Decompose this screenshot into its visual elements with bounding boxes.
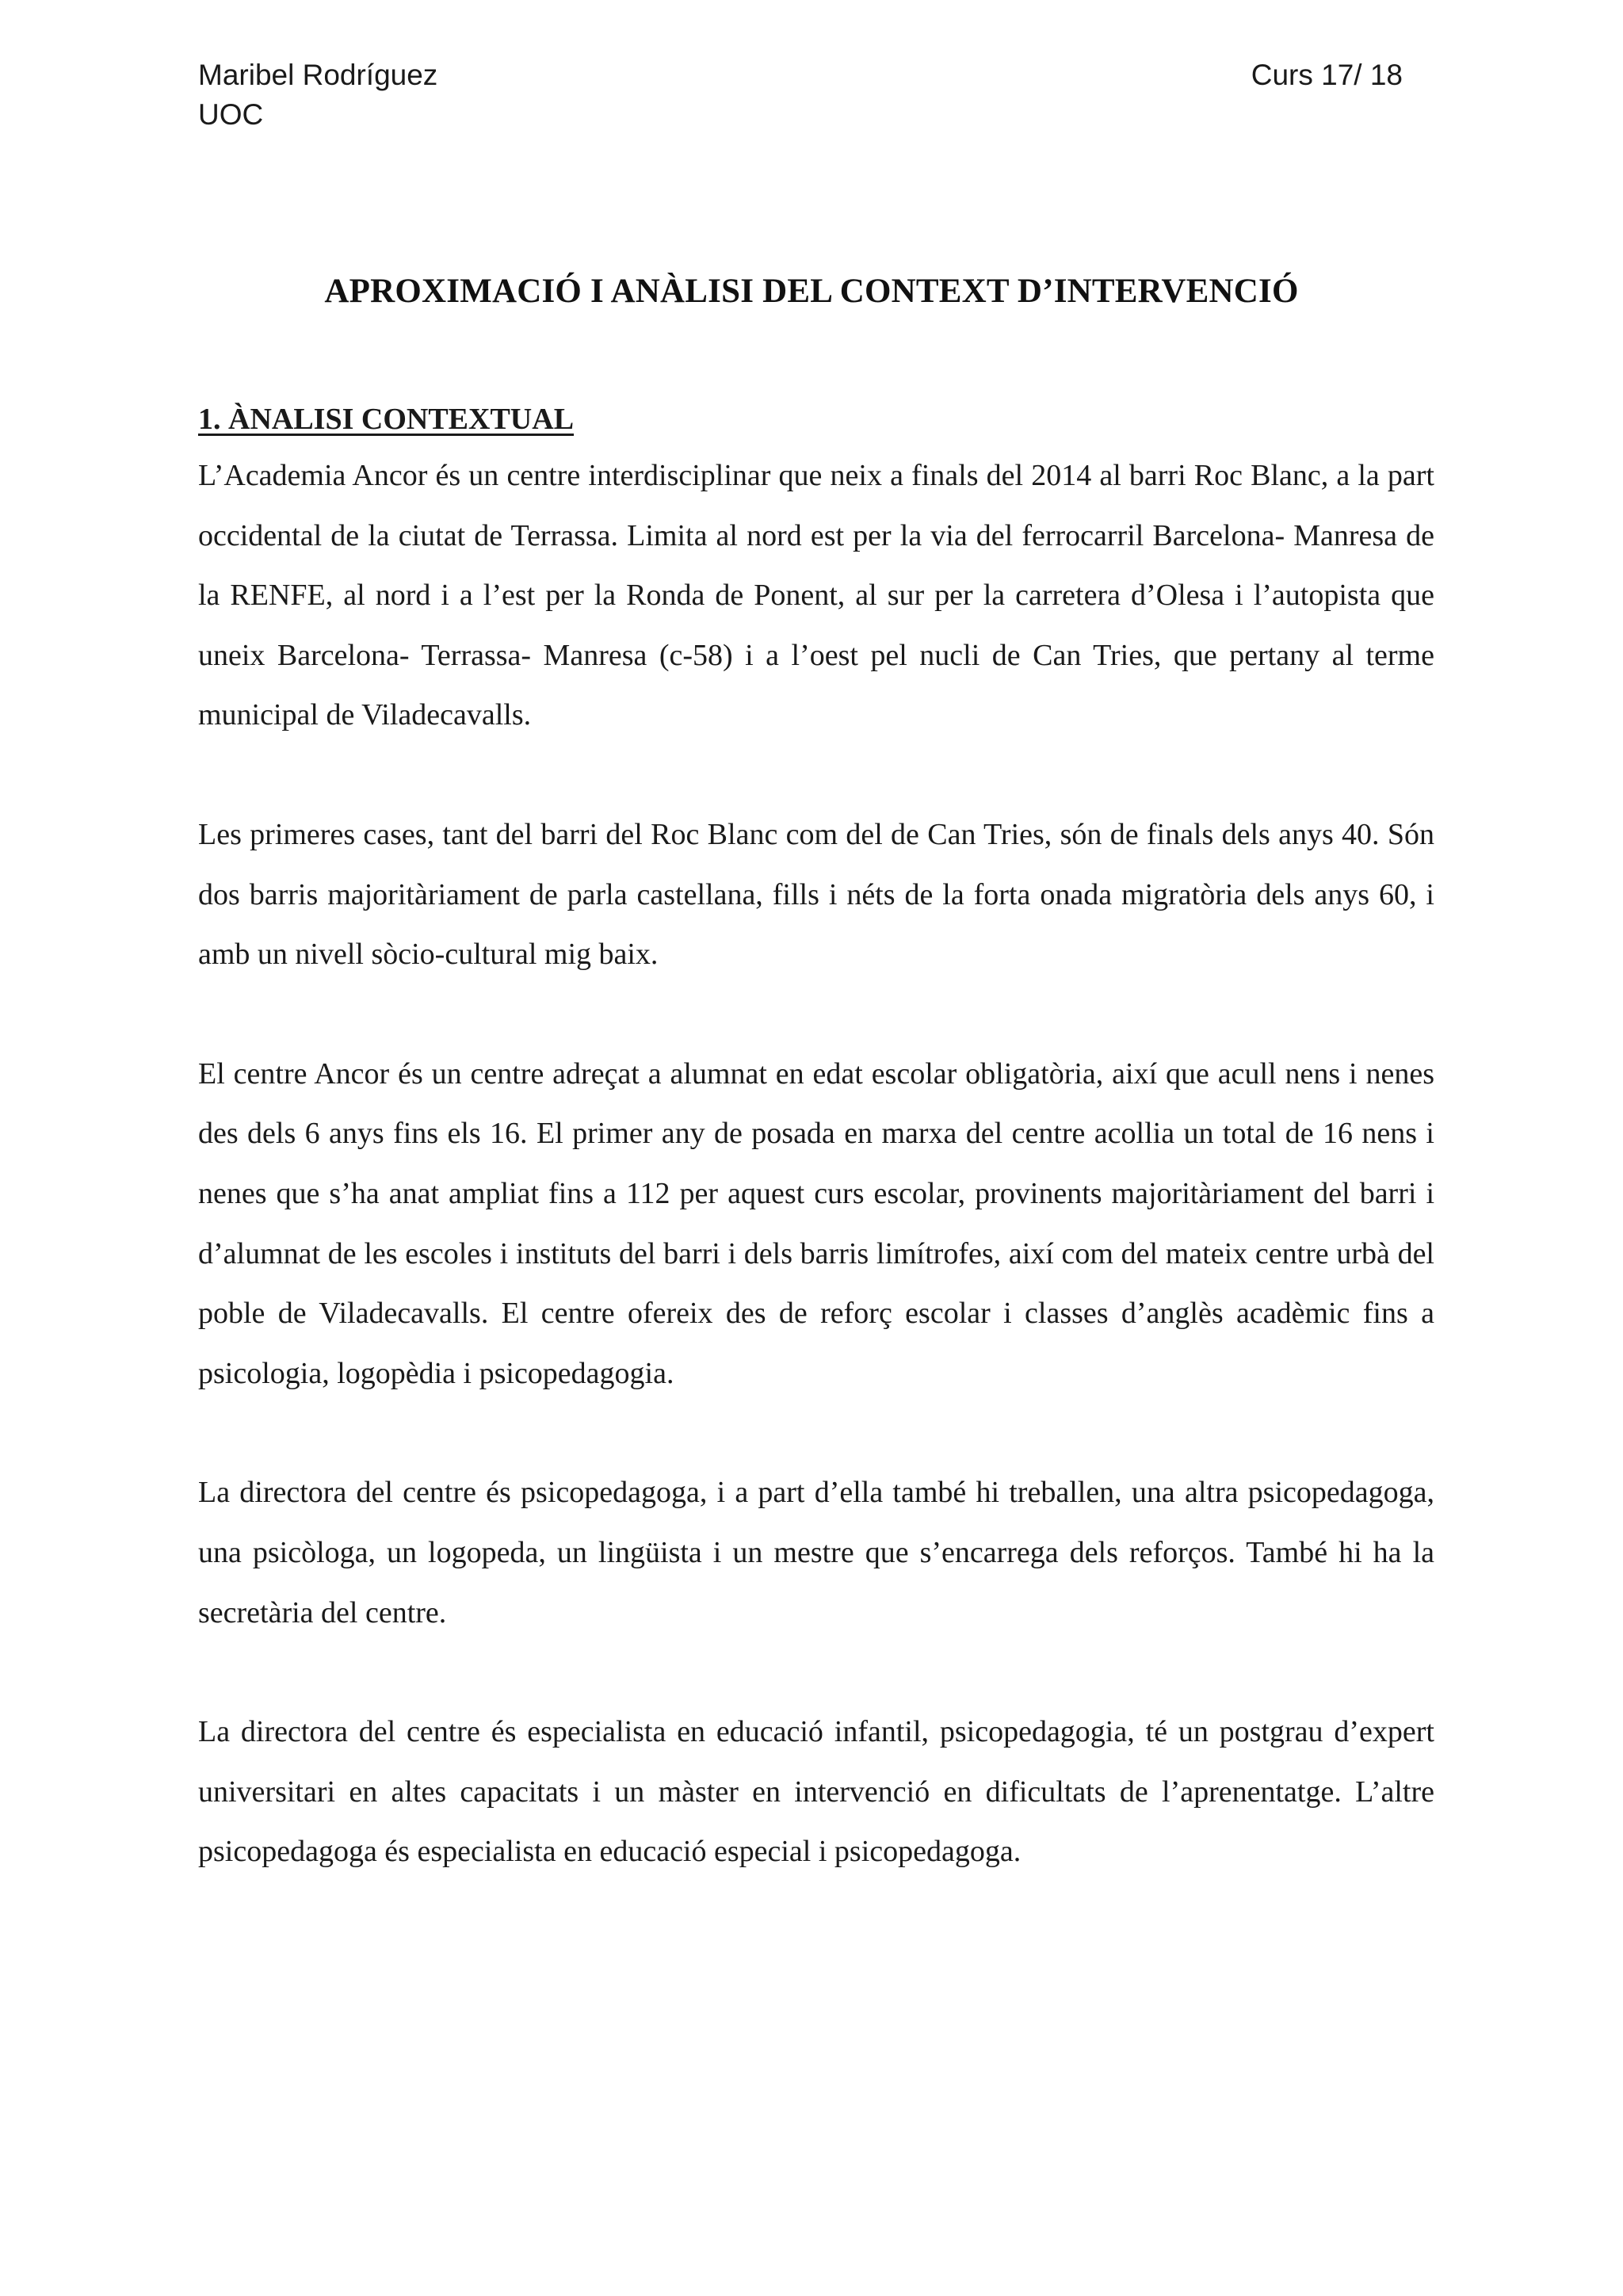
paragraph-spacer — [198, 1643, 1434, 1702]
section-heading: 1. ÀNALISI CONTEXTUAL — [198, 403, 575, 436]
paragraph-5: La directora del centre és especialista en educació infantil, psicopedagogia, té un postgrau d’expert universitari en altes capacitats i un màster en intervenció en dificultats de l’aprenentatge. L’altre psicopedagoga és especialista en educació especial i psicopedagoga. — [198, 1715, 1434, 1869]
author-name: Maribel Rodríguez — [198, 59, 438, 91]
institution-name: UOC — [198, 98, 264, 131]
document-body — [198, 392, 1434, 1882]
header-left — [198, 55, 437, 135]
document-title: APROXIMACIÓ I ANÀLISI DEL CONTEXT D’INTERVENCIÓ — [324, 273, 1299, 310]
paragraph-4: La directora del centre és psicopedagoga, i a part d’ella també hi treballen, una altra psicopedagoga, una psicòloga, un logopeda, un lingüista i un mestre que s’encarrega dels reforços. També hi ha la secretària del centre. — [198, 1476, 1434, 1629]
paragraph-spacer — [198, 985, 1434, 1045]
paragraph-3: El centre Ancor és un centre adreçat a alumnat en edat escolar obligatòria, així que acull nens i nenes des dels 6 anys fins els 16. El primer any de posada en marxa del centre acollia un total de 16 nens i nenes que s’ha anat ampliat fins a 112 per aquest curs escolar, provinents majoritàriament del barri i d’alumnat de les escoles i instituts del barri i dels barris limítrofes, així com del mateix centre urbà del poble de Viladecavalls. El centre ofereix des de reforç escolar i classes d’anglès acadèmic fins a psicologia, logopèdia i psicopedagogia. — [198, 1056, 1434, 1390]
paragraph-spacer — [198, 1404, 1434, 1463]
paragraph-spacer — [198, 746, 1434, 805]
course-label: Curs 17/ 18 — [1251, 59, 1403, 91]
paragraph-2: Les primeres cases, tant del barri del Roc Blanc com del de Can Tries, són de finals dels anys 40. Són dos barris majoritàriament de parla castellana, fills i néts de la forta onada migratòria dels anys 60, i amb un nivell sòcio-cultural mig baix. — [198, 817, 1434, 972]
paragraph-1: L’Academia Ancor és un centre interdisciplinar que neix a finals del 2014 al barri Roc Blanc, a la part occidental de la ciutat de Terrassa. Limita al nord est per la via del ferrocarril Barcelona- Manresa de la RENFE, al nord i a l’est per la Ronda de Ponent, al sur per la carretera d’Olesa i l’autopista que uneix Barcelona- Terrassa- Manresa (c-58) i a l’oest pel nucli de Can Tries, que pertany al terme municipal de Viladecavalls. — [198, 459, 1434, 732]
